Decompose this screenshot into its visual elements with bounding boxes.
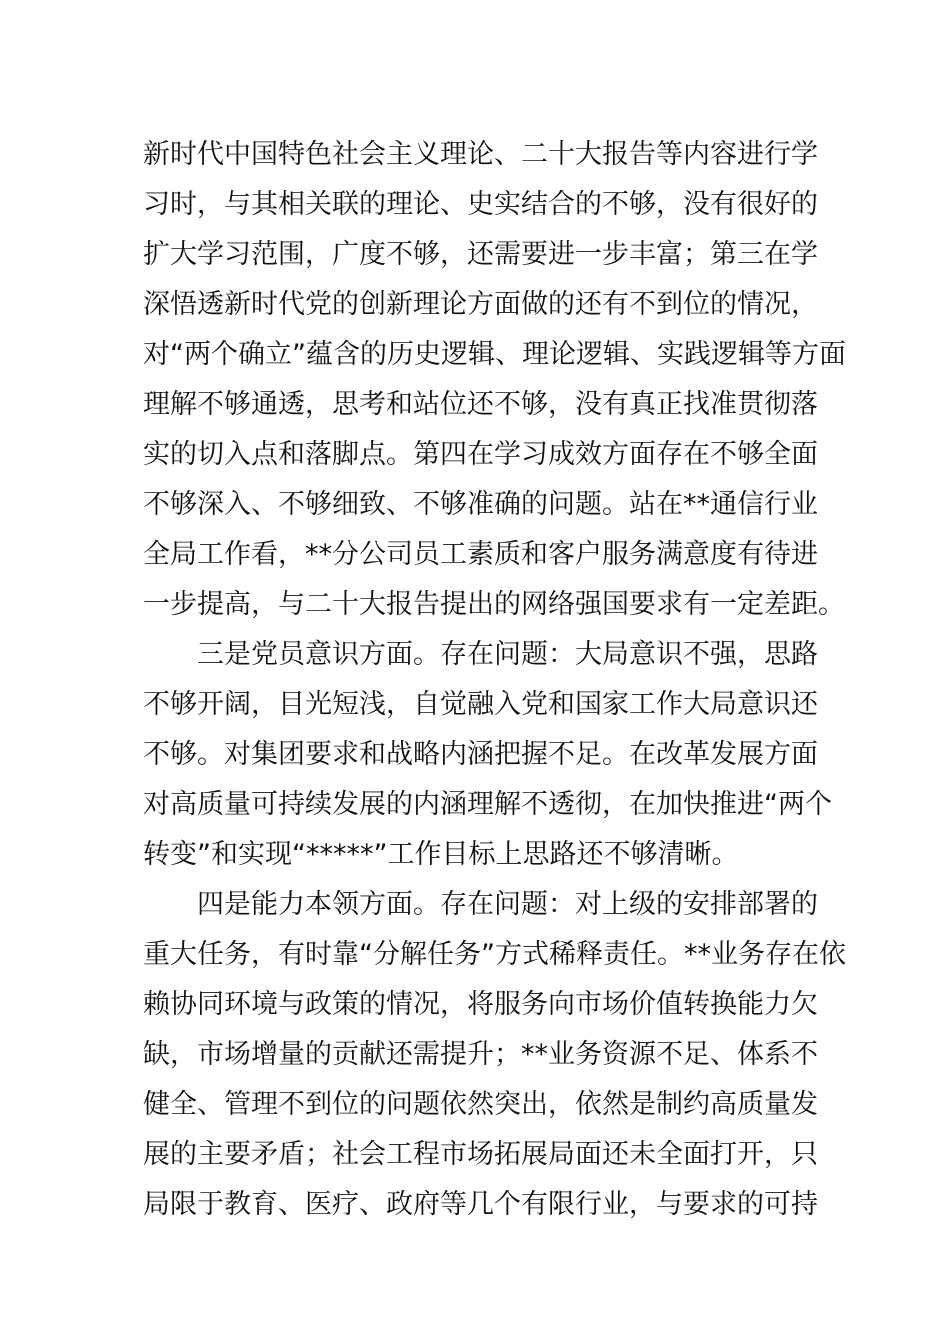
text-line: 一步提高，与二十大报告提出的网络强国要求有一定差距。 xyxy=(143,589,845,620)
text-line: 展的主要矛盾；社会工程市场拓展局面还未全面打开，只 xyxy=(143,1139,818,1170)
text-line: 局限于教育、医疗、政府等几个有限行业，与要求的可持 xyxy=(143,1189,818,1220)
text-line: 不够开阔，目光短浅，自觉融入党和国家工作大局意识还 xyxy=(143,689,818,720)
text-line: 重大任务，有时靠“分解任务”方式稀释责任。**业务存在依 xyxy=(143,939,846,970)
text-line: 新时代中国特色社会主义理论、二十大报告等内容进行学 xyxy=(143,139,818,170)
text-line: 全局工作看，**分公司员工素质和客户服务满意度有待进 xyxy=(143,539,818,570)
text-line: 转变”和实现“*****”工作目标上思路还不够清晰。 xyxy=(143,839,739,870)
text-line: 健全、管理不到位的问题依然突出，依然是制约高质量发 xyxy=(143,1089,818,1120)
paragraph-3 xyxy=(143,880,846,1230)
text-line: 对高质量可持续发展的内涵理解不透彻，在加快推进“两个 xyxy=(143,789,832,820)
paragraph-2 xyxy=(143,630,832,880)
text-line: 对“两个确立”蕴含的历史逻辑、理论逻辑、实践逻辑等方面 xyxy=(143,339,846,370)
text-line: 不够深入、不够细致、不够准确的问题。站在**通信行业 xyxy=(143,489,818,520)
text-line: 实的切入点和落脚点。第四在学习成效方面存在不够全面 xyxy=(143,439,818,470)
text-line: 习时，与其相关联的理论、史实结合的不够，没有很好的 xyxy=(143,189,818,220)
text-line: 不够。对集团要求和战略内涵把握不足。在改革发展方面 xyxy=(143,739,818,770)
text-line: 扩大学习范围，广度不够，还需要进一步丰富；第三在学 xyxy=(143,239,818,270)
body-text xyxy=(143,130,846,1230)
text-line: 理解不够通透，思考和站位还不够，没有真正找准贯彻落 xyxy=(143,389,818,420)
paragraph-1 xyxy=(143,130,846,630)
text-line: 缺，市场增量的贡献还需提升；**业务资源不足、体系不 xyxy=(143,1039,818,1070)
text-line: 三是党员意识方面。存在问题：大局意识不强，思路 xyxy=(197,639,818,670)
text-line: 四是能力本领方面。存在问题：对上级的安排部署的 xyxy=(197,889,818,920)
text-line: 赖协同环境与政策的情况，将服务向市场价值转换能力欠 xyxy=(143,989,818,1020)
text-line: 深悟透新时代党的创新理论方面做的还有不到位的情况， xyxy=(143,289,818,320)
